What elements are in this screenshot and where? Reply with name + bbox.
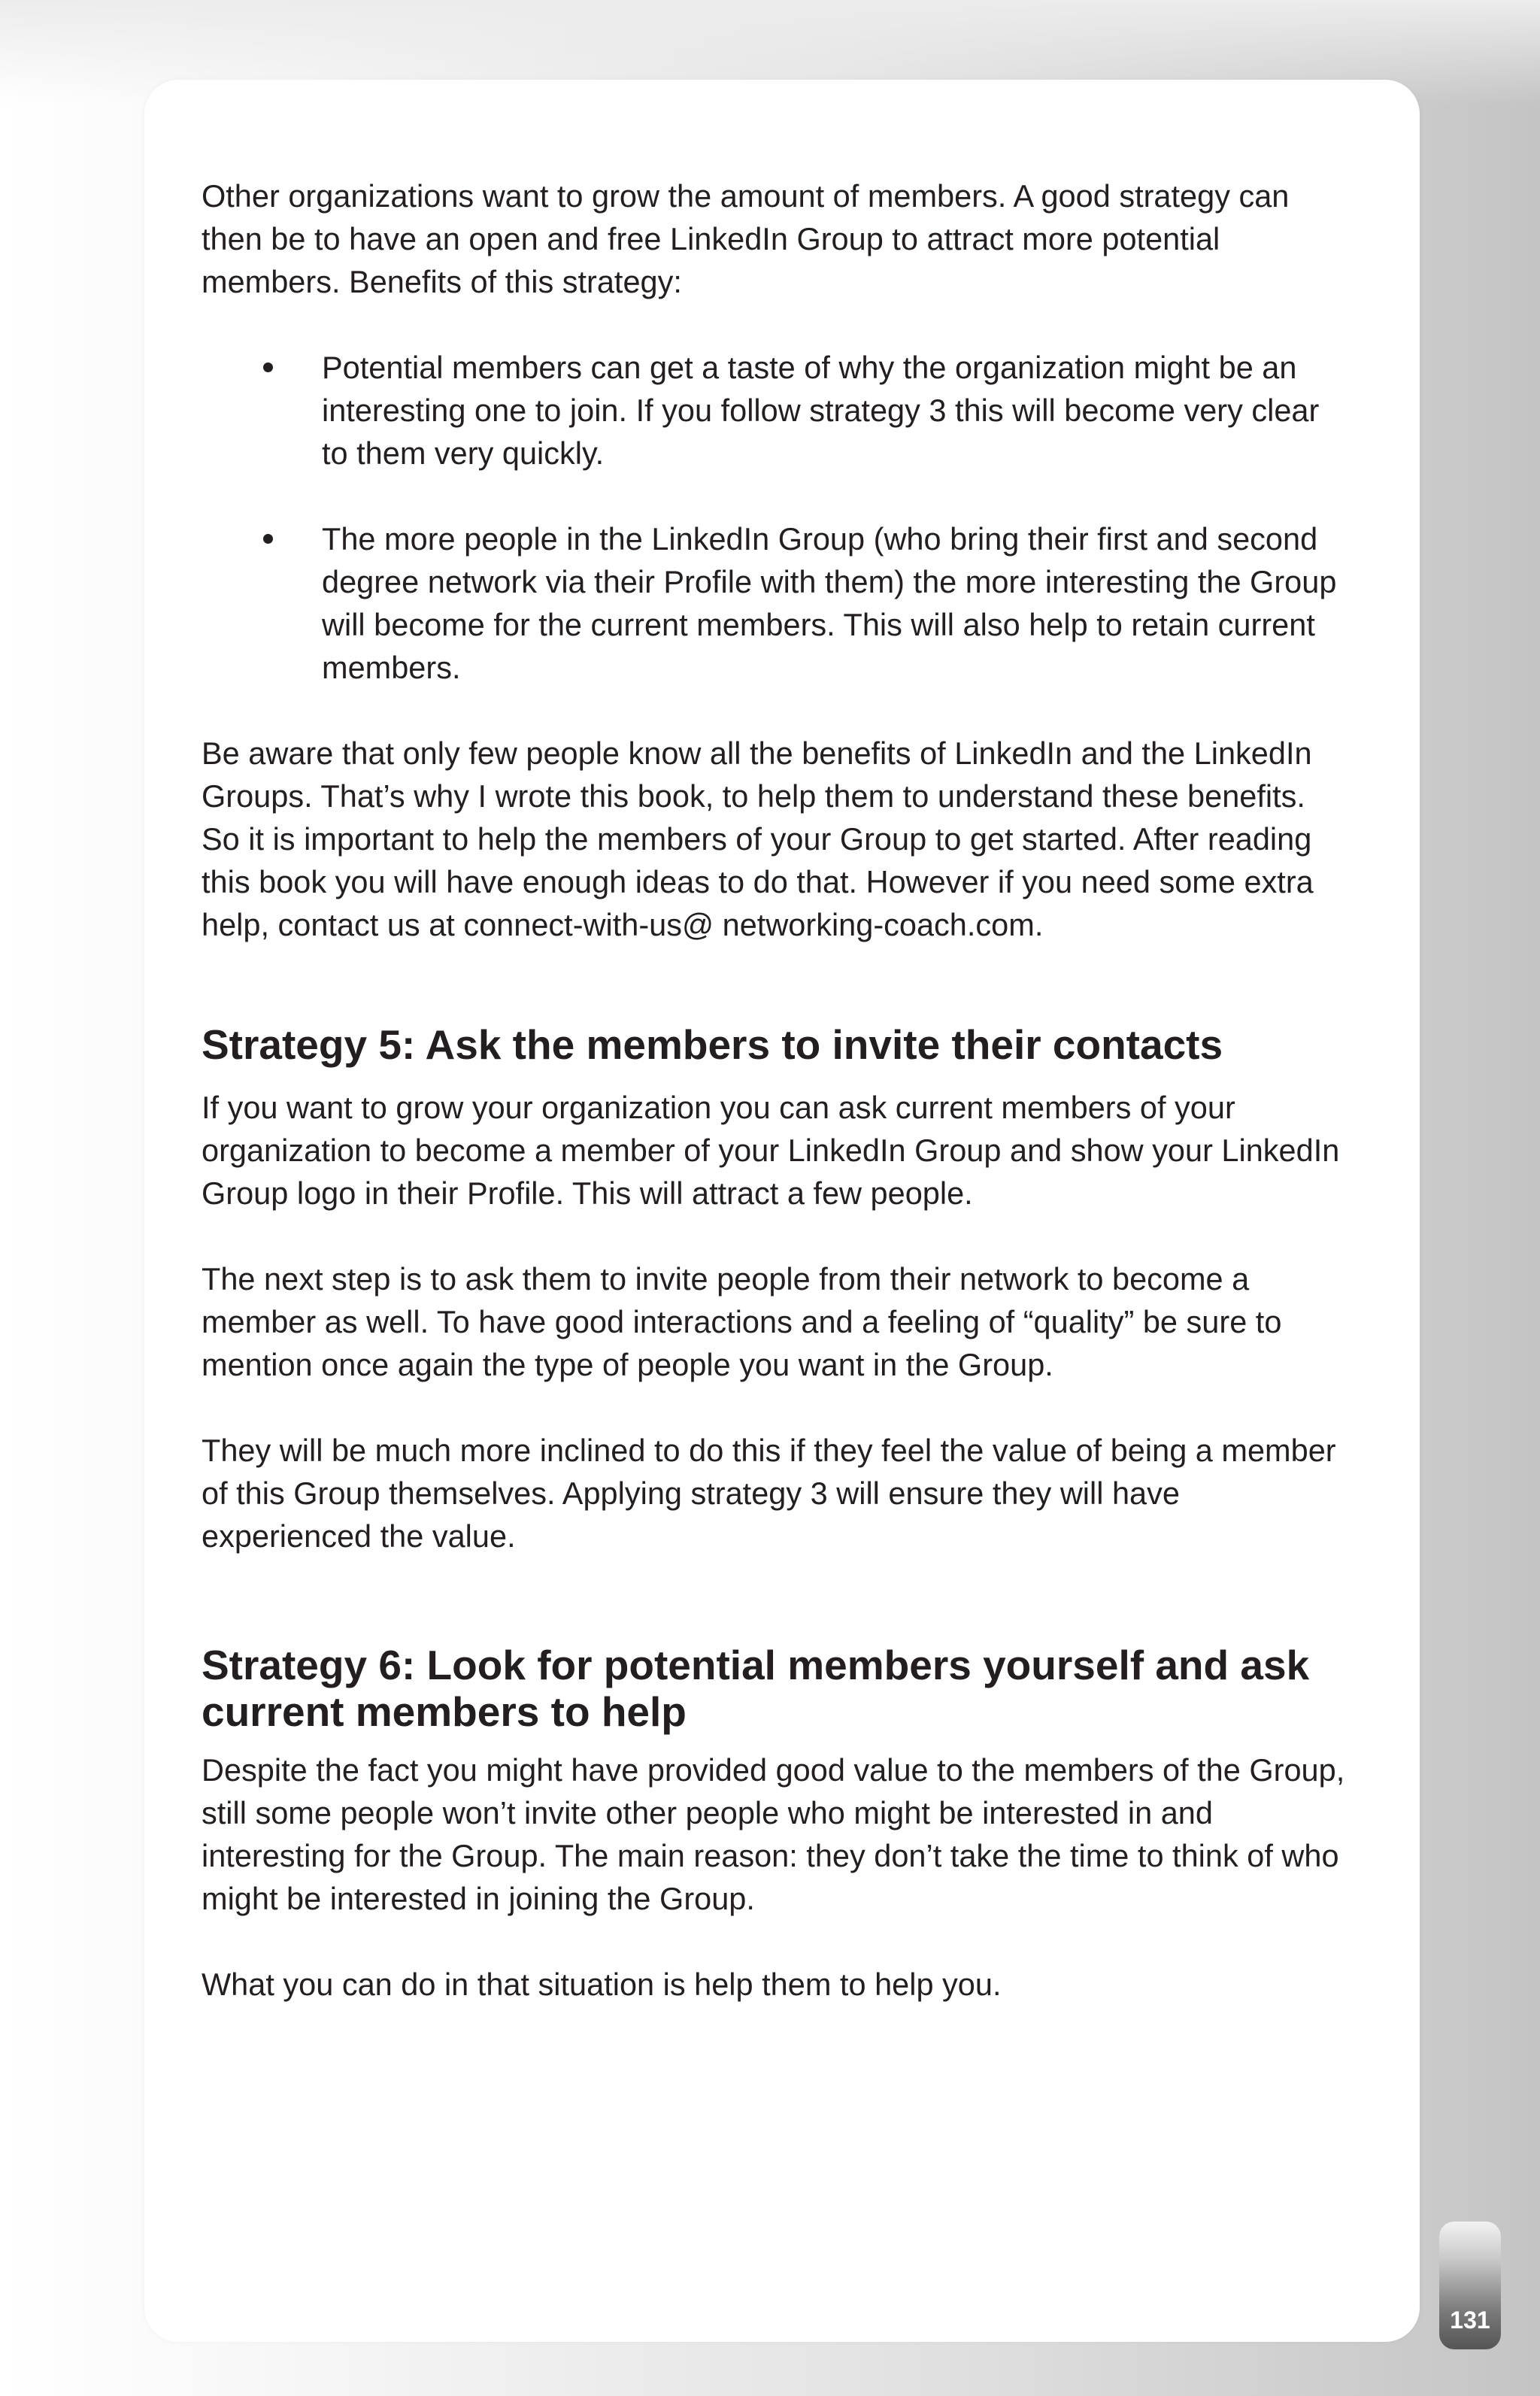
bullet-icon [263,534,273,544]
page-number-tab [1439,2222,1501,2349]
awareness-paragraph: Be aware that only few people know all the benefits of LinkedIn and the LinkedIn Groups. That’s why I wrote this book, to help them to understand these benefits. So it is important to help the members of your Group to get started. After reading this book you will have enough ideas to do that. However if you need some extra help, contact us at connect-with-us@ networking-coach.com. [202,735,1314,942]
benefits-list [202,346,1352,689]
strategy-5-heading: Strategy 5: Ask the members to invite their contacts [202,1021,1223,1068]
strategy-5-paragraph: The next step is to ask them to invite people from their network to become a member as well. To have good interactions and a feeling of “quality” be sure to mention once again the type of people you want in the Group. [202,1261,1282,1382]
list-item [202,517,1352,689]
intro-paragraph: Other organizations want to grow the amount of members. A good strategy can then be to have an open and free LinkedIn Group to attract more potential members. Benefits of this strategy: [202,178,1290,299]
page-number: 131 [1450,2307,1490,2334]
strategy-5-paragraph: If you want to grow your organization you can ask current members of your organization to become a member of your LinkedIn Group and show your LinkedIn Group logo in their Profile. This will attract a few people. [202,1090,1340,1211]
strategy-6-paragraph: What you can do in that situation is help them to help you. [202,1967,1002,2002]
strategy-6-paragraph: Despite the fact you might have provided good value to the members of the Group, still some people won’t invite other people who might be interested in and interesting for the Group. The main reason: they don’t take the time to think of who might be interested in joining the Group. [202,1752,1345,1916]
strategy-5-paragraph: They will be much more inclined to do this if they feel the value of being a member of this Group themselves. Applying strategy 3 will ensure they will have experienced the value. [202,1433,1336,1554]
page-content [202,174,1352,2006]
benefit-text: The more people in the LinkedIn Group (who bring their first and second degree network via their Profile with them) the more interesting the Group will become for the current members. This will also help to retain current members. [322,521,1337,685]
benefit-text: Potential members can get a taste of why the organization might be an interesting one to join. If you follow strategy 3 this will become very clear to them very quickly. [322,350,1320,471]
list-item [202,346,1352,475]
bullet-icon [263,362,273,372]
strategy-6-heading: Strategy 6: Look for potential members yourself and ask current members to help [202,1642,1310,1735]
